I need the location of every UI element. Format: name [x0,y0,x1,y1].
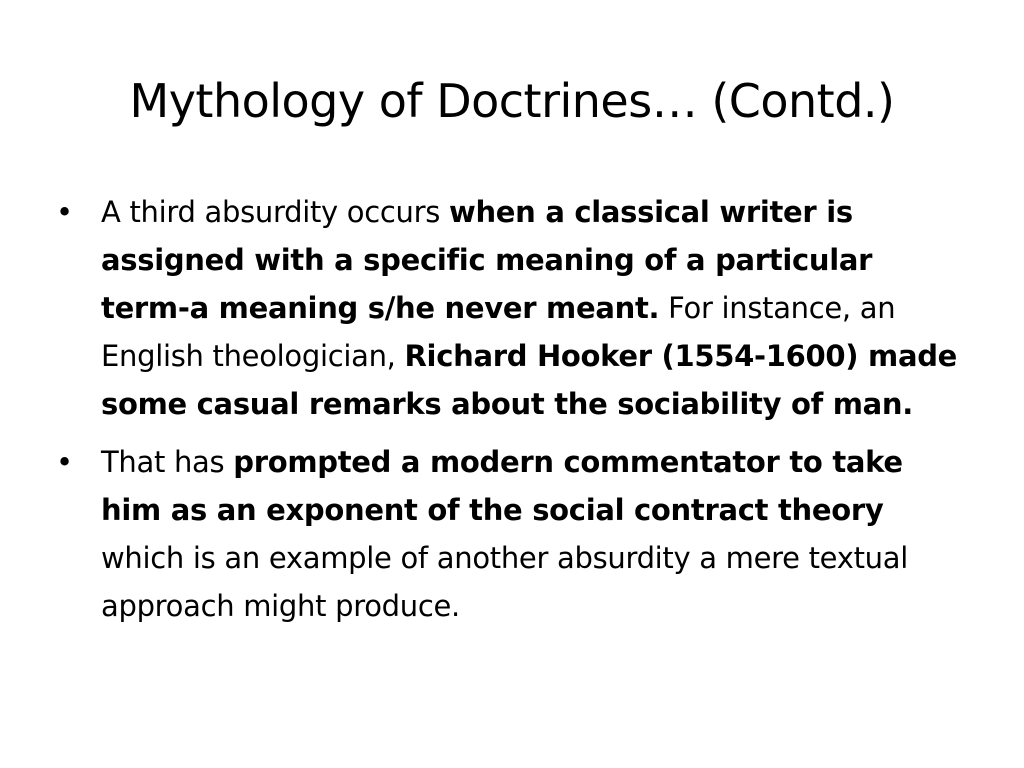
bullet-item-1 [56,188,961,428]
bullet-dot-icon: • [56,445,73,479]
bullet-dot-icon: • [56,195,73,229]
bullet-2-text-plain-2: which is an example of another absurdity a mere textual approach might produce. [101,541,908,623]
bullet-item-2 [56,438,961,630]
bullet-1-text-bold-2: Richard Hooker (1554-1600) made some casual remarks about the sociability of man. [101,339,958,421]
bullet-1-text-bold-1: when a classical writer is assigned with a specific meaning of a particular term-a meaning s/he never meant. [101,195,873,325]
bullet-1-text-plain-1: A third absurdity occurs [101,195,449,229]
bullet-2-text-plain-1: That has [101,445,234,479]
slide-title: Mythology of Doctrines… (Contd.) [129,74,895,128]
slide-body [56,188,961,640]
bullet-1-text-plain-2: For instance, an English theologician, [101,291,896,373]
bullet-list [56,188,961,630]
bullet-2-text-bold-1: prompted a modern commentator to take him as an exponent of the social contract theory [101,445,903,527]
